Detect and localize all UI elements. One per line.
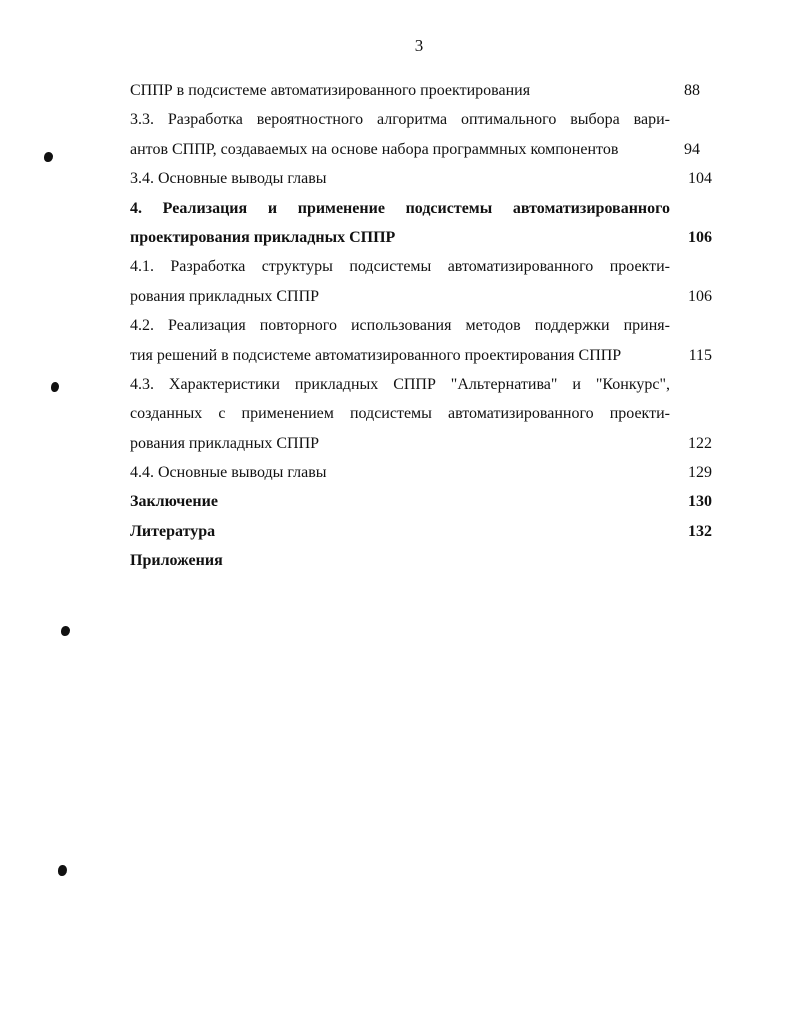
toc-entry-text: антов СППР, создаваемых на основе набора программных компонентов xyxy=(130,140,619,158)
toc-line xyxy=(130,223,712,252)
toc-entry-text: рования прикладных СППР xyxy=(130,287,320,305)
page-number: 3 xyxy=(414,36,424,55)
toc-entry-text: 4.4. Основные выводы главы xyxy=(130,464,327,482)
toc-page-number: 106 xyxy=(688,228,712,246)
toc-line xyxy=(130,105,712,134)
toc-page-number: 115 xyxy=(688,346,712,364)
toc-entry-text: 3.3. Разработка вероятностного алгоритма оптимального выбора вари- xyxy=(130,111,670,129)
toc-line xyxy=(130,76,712,105)
toc-entry-text: Литература xyxy=(130,522,216,540)
toc-line xyxy=(130,194,712,223)
toc-entry-text: 3.4. Основные выводы главы xyxy=(130,170,327,188)
toc-line xyxy=(130,370,712,399)
toc-line xyxy=(130,164,712,193)
toc-entry-text: СППР в подсистеме автоматизированного проектирования xyxy=(130,82,531,99)
toc-entry-text: Приложения xyxy=(130,552,223,570)
toc-page-number: 129 xyxy=(688,464,712,482)
toc-entry-text: 4.1. Разработка структуры подсистемы автоматизированного проекти- xyxy=(130,258,670,276)
scan-spot xyxy=(61,626,70,636)
toc-page-number: 130 xyxy=(688,493,712,511)
toc-line xyxy=(130,311,712,340)
toc-line xyxy=(130,399,712,428)
toc-entry-text: Заключение xyxy=(130,493,218,511)
toc-page-number: 104 xyxy=(688,170,712,188)
toc-entry-text: созданных с применением подсистемы автоматизированного проекти- xyxy=(130,405,670,423)
scan-spot xyxy=(44,152,53,162)
toc-line xyxy=(130,546,712,575)
scan-spot xyxy=(51,382,59,392)
table-of-contents xyxy=(130,76,712,576)
toc-line xyxy=(130,282,712,311)
toc-page-number: 88 xyxy=(684,82,700,99)
toc-line xyxy=(130,429,712,458)
toc-entry-text: проектирования прикладных СППР xyxy=(130,228,396,246)
toc-entry-text: 4.2. Реализация повторного использования методов поддержки приня- xyxy=(130,317,670,335)
toc-page-number: 106 xyxy=(688,287,712,305)
toc-entry-text: 4. Реализация и применение подсистемы автоматизированного xyxy=(130,199,670,217)
toc-line xyxy=(130,252,712,281)
toc-line xyxy=(130,458,712,487)
toc-page-number: 94 xyxy=(684,140,700,158)
toc-page-number: 132 xyxy=(688,522,712,540)
toc-line xyxy=(130,135,712,164)
toc-entry-text: тия решений в подсистеме автоматизированного проектирования СППР xyxy=(130,346,622,364)
scan-spot xyxy=(58,865,67,876)
toc-entry-text: рования прикладных СППР xyxy=(130,434,320,452)
toc-line xyxy=(130,487,712,516)
toc-line xyxy=(130,341,712,370)
toc-line xyxy=(130,517,712,546)
toc-entry-text: 4.3. Характеристики прикладных СППР "Альтернатива" и "Конкурс", xyxy=(130,375,670,393)
toc-page-number: 122 xyxy=(688,434,712,452)
